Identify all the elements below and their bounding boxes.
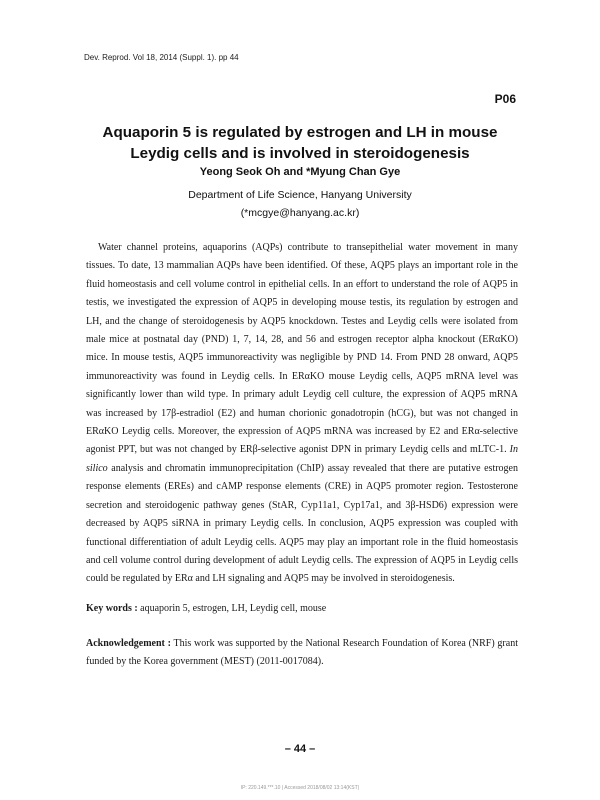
poster-id: P06	[494, 92, 516, 106]
abstract-part-2: analysis and chromatin immunoprecipitation (ChIP) assay revealed that there are putative estrogen response elements (EREs) and cAMP response elements (CRE) in AQP5 promoter region. Testosterone secretion and steroidogenic pathway genes (StAR, Cyp11a1, Cyp17a1, and 3β-HSD6) expression were decreased by AQP5 siRNA in primary Leydig cells. In conclusion, AQP5 expression was coupled with functional differentiation of adult Leydig cells. AQP5 may play an important role in the fluid homeostasis and cell volume control during development of adult Leydig cells. The expression of AQP5 in Leydig cells could be regulated by ERα and LH signaling and AQP5 may be involved in steroidogenesis.	[86, 462, 518, 585]
journal-citation: Dev. Reprod. Vol 18, 2014 (Suppl. 1). pp 44	[84, 53, 239, 62]
acknowledgement-text: This work was supported by the National Research Foundation of Korea (NRF) grant funded by the Korea government (MEST) (2011-0017084).	[86, 638, 518, 668]
abstract-part-1: Water channel proteins, aquaporins (AQPs) contribute to transepithelial water movement in many tissues. To date, 13 mammalian AQPs have been identified. Of these, AQP5 plays an important role in the fluid homeostasis and cell volume control in epithelial cells. In an effort to understand the role of AQP5 in testis, we investigated the expression of AQP5 in developing mouse testis, its regulation by estrogen and LH, and the change of steroidogenesis by AQP5 knockdown. Testes and Leydig cells were isolated from male mice at postnatal day (PND) 1, 7, 14, 28, and 56 and estrogen receptor alpha knockout (ERαKO) mice. In mouse testis, AQP5 immunoreactivity was negligible by PND 14. From PND 28 onward, AQP5 immunoreactivity was found in Leydig cells. In ERαKO mouse Leydig cells, AQP5 mRNA level was significantly lower than wild type. In primary adult Leydig cell culture, the expression of AQP5 mRNA was increased by 17β-estradiol (E2) and human chorionic gonadotropin (hCG), but was not changed in ERαKO Leydig cells. Moreover, the expression of AQP5 mRNA was increased by E2 and ERα-selective agonist PPT, but was not changed by ERβ-selective agonist DPN in primary Leydig cells and mLTC-1.	[86, 242, 518, 456]
acknowledgement-label: Acknowledgement :	[86, 638, 171, 649]
acknowledgement	[86, 635, 518, 672]
keywords-text: aquaporin 5, estrogen, LH, Leydig cell, mouse	[137, 603, 327, 614]
abstract-body	[86, 239, 518, 589]
authors: Yeong Seok Oh and *Myung Chan Gye	[199, 166, 401, 178]
affiliation-block	[60, 186, 540, 222]
affiliation: Department of Life Science, Hanyang University	[188, 189, 412, 201]
page-number: – 44 –	[284, 743, 316, 755]
access-info: IP: 220.149.***.10 | Accessed 2018/08/02 13:14(KST)	[240, 785, 360, 791]
article-title: Aquaporin 5 is regulated by estrogen and LH in mouse Leydig cells and is involved in steroidogenesis	[102, 124, 498, 162]
keywords-label: Key words :	[86, 603, 138, 614]
contact-email: (*mcgye@hanyang.ac.kr)	[240, 207, 360, 219]
keywords	[86, 600, 518, 618]
in-silico-term: In silico	[86, 444, 518, 474]
